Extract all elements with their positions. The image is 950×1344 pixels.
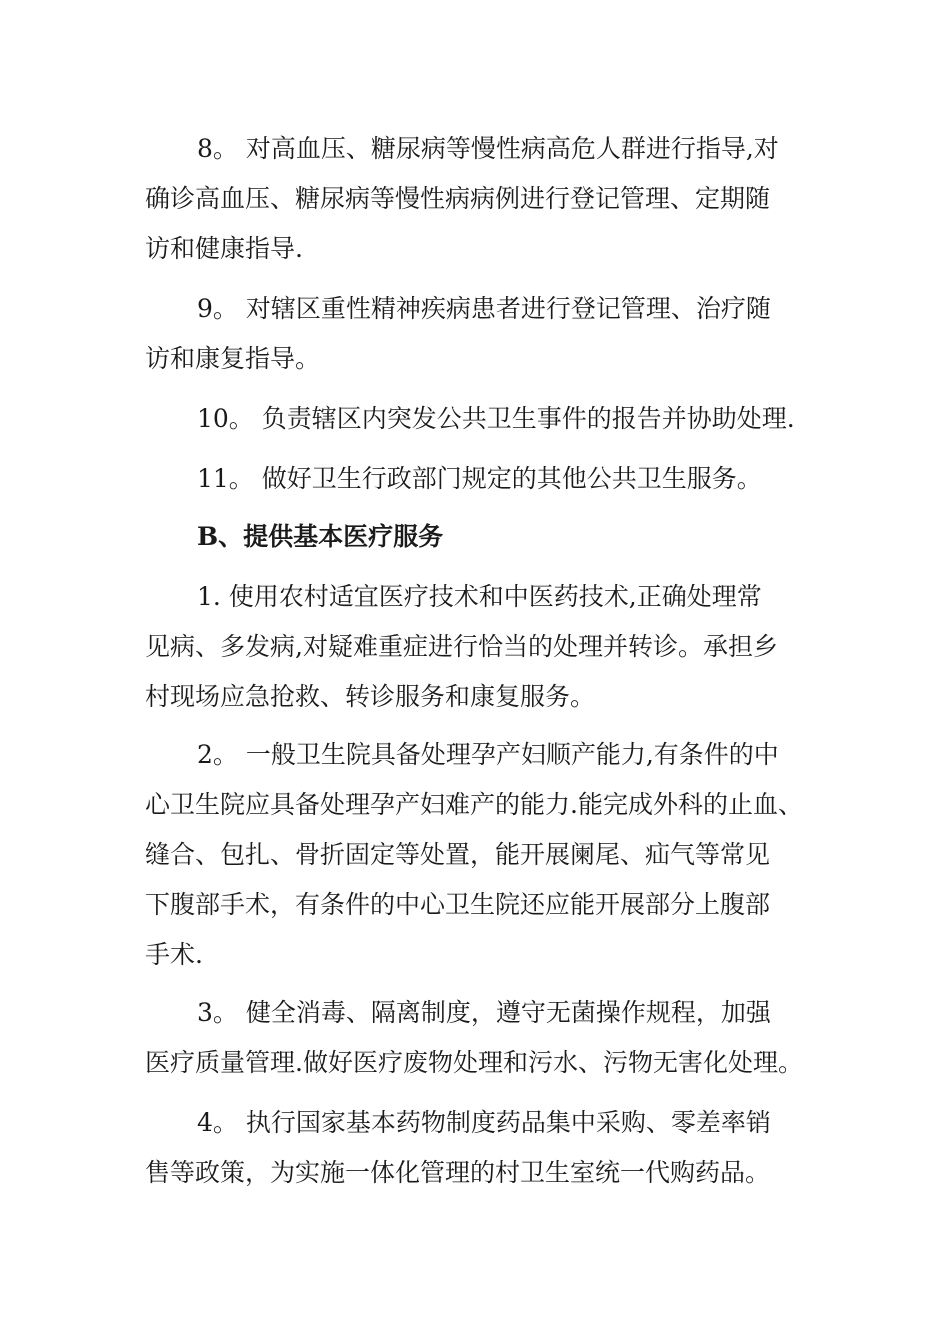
paragraph-item-11 (145, 454, 825, 504)
text-line: 确诊高血压、糖尿病等慢性病病例进行登记管理、定期随 (145, 184, 771, 213)
section-heading (145, 512, 825, 562)
text-line: 下腹部手术，有条件的中心卫生院还应能开展部分上腹部 (145, 890, 771, 919)
text-line: 手术. (145, 940, 203, 969)
text-line: 售等政策，为实施一体化管理的村卫生室统一代购药品。 (145, 1158, 771, 1187)
text-line: 缝合、包扎、骨折固定等处置，能开展阑尾、疝气等常见 (145, 840, 771, 869)
text-line: 8。 对高血压、糖尿病等慢性病高危人群进行指导,对 (197, 134, 779, 163)
paragraph-item-b1 (145, 572, 825, 722)
text-line: 见病、多发病,对疑难重症进行恰当的处理并转诊。承担乡 (145, 632, 778, 661)
text-line: 心卫生院应具备处理孕产妇难产的能力.能完成外科的止血、 (145, 790, 803, 819)
paragraph-item-b3 (145, 988, 825, 1088)
paragraph-item-b2 (145, 730, 825, 980)
text-line: 1. 使用农村适宜医疗技术和中医药技术,正确处理常 (197, 582, 762, 611)
text-line: 2。 一般卫生院具备处理孕产妇顺产能力,有条件的中 (197, 740, 779, 769)
text-line: 访和健康指导. (145, 234, 303, 263)
text-line: 10。 负责辖区内突发公共卫生事件的报告并协助处理. (197, 404, 795, 433)
text-line: 访和康复指导。 (145, 344, 321, 373)
text-line: 11。 做好卫生行政部门规定的其他公共卫生服务。 (197, 464, 762, 493)
section-heading-text: B、提供基本医疗服务 (197, 522, 444, 551)
text-line: 9。 对辖区重性精神疾病患者进行登记管理、治疗随 (197, 294, 771, 323)
paragraph-item-b4 (145, 1098, 825, 1198)
text-line: 医疗质量管理.做好医疗废物处理和污水、污物无害化处理。 (145, 1048, 803, 1077)
text-line: 4。 执行国家基本药物制度药品集中采购、零差率销 (197, 1108, 771, 1137)
paragraph-item-9 (145, 284, 825, 384)
text-line: 村现场应急抢救、转诊服务和康复服务。 (145, 682, 596, 711)
paragraph-item-10 (145, 394, 825, 444)
text-line: 3。 健全消毒、隔离制度，遵守无菌操作规程，加强 (197, 998, 771, 1027)
paragraph-item-8 (145, 124, 825, 274)
